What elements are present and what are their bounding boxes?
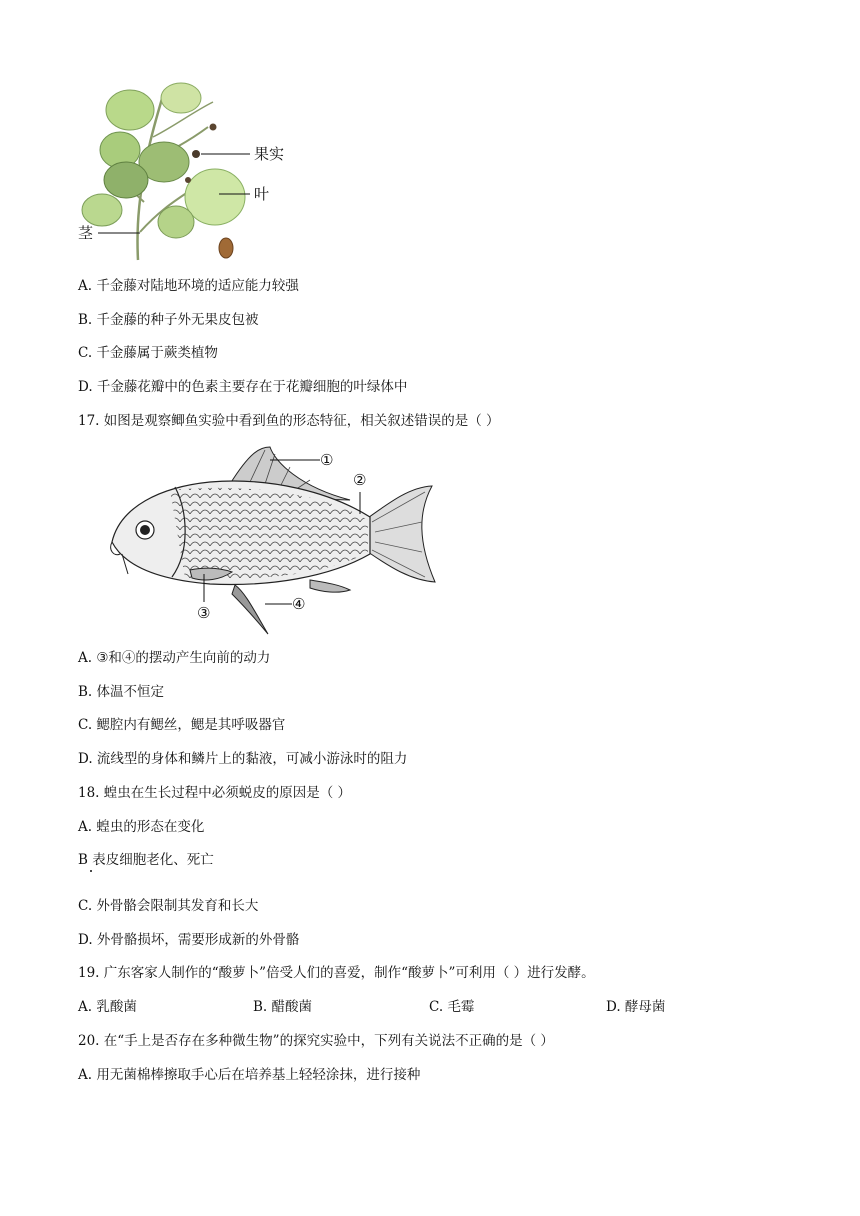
fish-label-1: ① <box>320 451 334 469</box>
q17-stem: 17. 如图是观察鲫鱼实验中看到鱼的形态特征，相关叙述错误的是（ ） <box>78 413 500 429</box>
q18-option-d: D. 外骨骼损坏，需要形成新的外骨骼 <box>78 932 300 948</box>
q18-option-a: A. 蝗虫的形态在变化 <box>78 819 205 835</box>
q19-stem: 19. 广东客家人制作的“酸萝卜”倍受人们的喜爱，制作“酸萝卜”可利用（ ）进行发酵。 <box>78 965 595 981</box>
q20-stem: 20. 在“手上是否存在多种微生物”的探究实验中，下列有关说法不正确的是（ ） <box>78 1033 554 1049</box>
fruit-label: 果实 <box>254 145 285 163</box>
q18-option-b: B 表皮细胞老化、死亡 <box>78 852 214 868</box>
q19-option-d: D. 酵母菌 <box>606 999 666 1015</box>
q19-option-a: A. 乳酸菌 <box>78 999 137 1015</box>
q20-option-a: A. 用无菌棉棒擦取手心后在培养基上轻轻涂抹，进行接种 <box>78 1067 421 1083</box>
q19-options <box>0 998 860 1016</box>
q19-option-c: C. 毛霉 <box>429 999 475 1015</box>
q17-option-c: C. 鳃腔内有鳃丝，鳃是其呼吸器官 <box>78 717 286 733</box>
q16-option-d: D. 千金藤花瓣中的色素主要存在于花瓣细胞的叶绿体中 <box>78 379 408 395</box>
fish-figure <box>100 442 450 637</box>
q17-option-d: D. 流线型的身体和鳞片上的黏液，可减小游泳时的阻力 <box>78 751 408 767</box>
q16-option-c: C. 千金藤属于蕨类植物 <box>78 345 218 361</box>
q17-option-a: A. ③和④的摆动产生向前的动力 <box>78 650 271 666</box>
leaf-label: 叶 <box>254 185 270 203</box>
fish-label-3: ③ <box>197 604 211 622</box>
fish-label-2: ② <box>353 471 367 489</box>
stray-dot <box>90 870 92 872</box>
stem-label: 茎 <box>78 224 94 242</box>
fish-label-4: ④ <box>292 595 306 613</box>
q18-stem: 18. 蝗虫在生长过程中必须蜕皮的原因是（ ） <box>78 785 352 801</box>
q17-option-b: B. 体温不恒定 <box>78 684 165 700</box>
q16-option-b: B. 千金藤的种子外无果皮包被 <box>78 312 259 328</box>
q16-option-a: A. 千金藤对陆地环境的适应能力较强 <box>78 278 299 294</box>
q18-option-c: C. 外骨骼会限制其发育和长大 <box>78 898 259 914</box>
plant-figure <box>78 82 308 262</box>
q19-option-b: B. 醋酸菌 <box>253 999 313 1015</box>
